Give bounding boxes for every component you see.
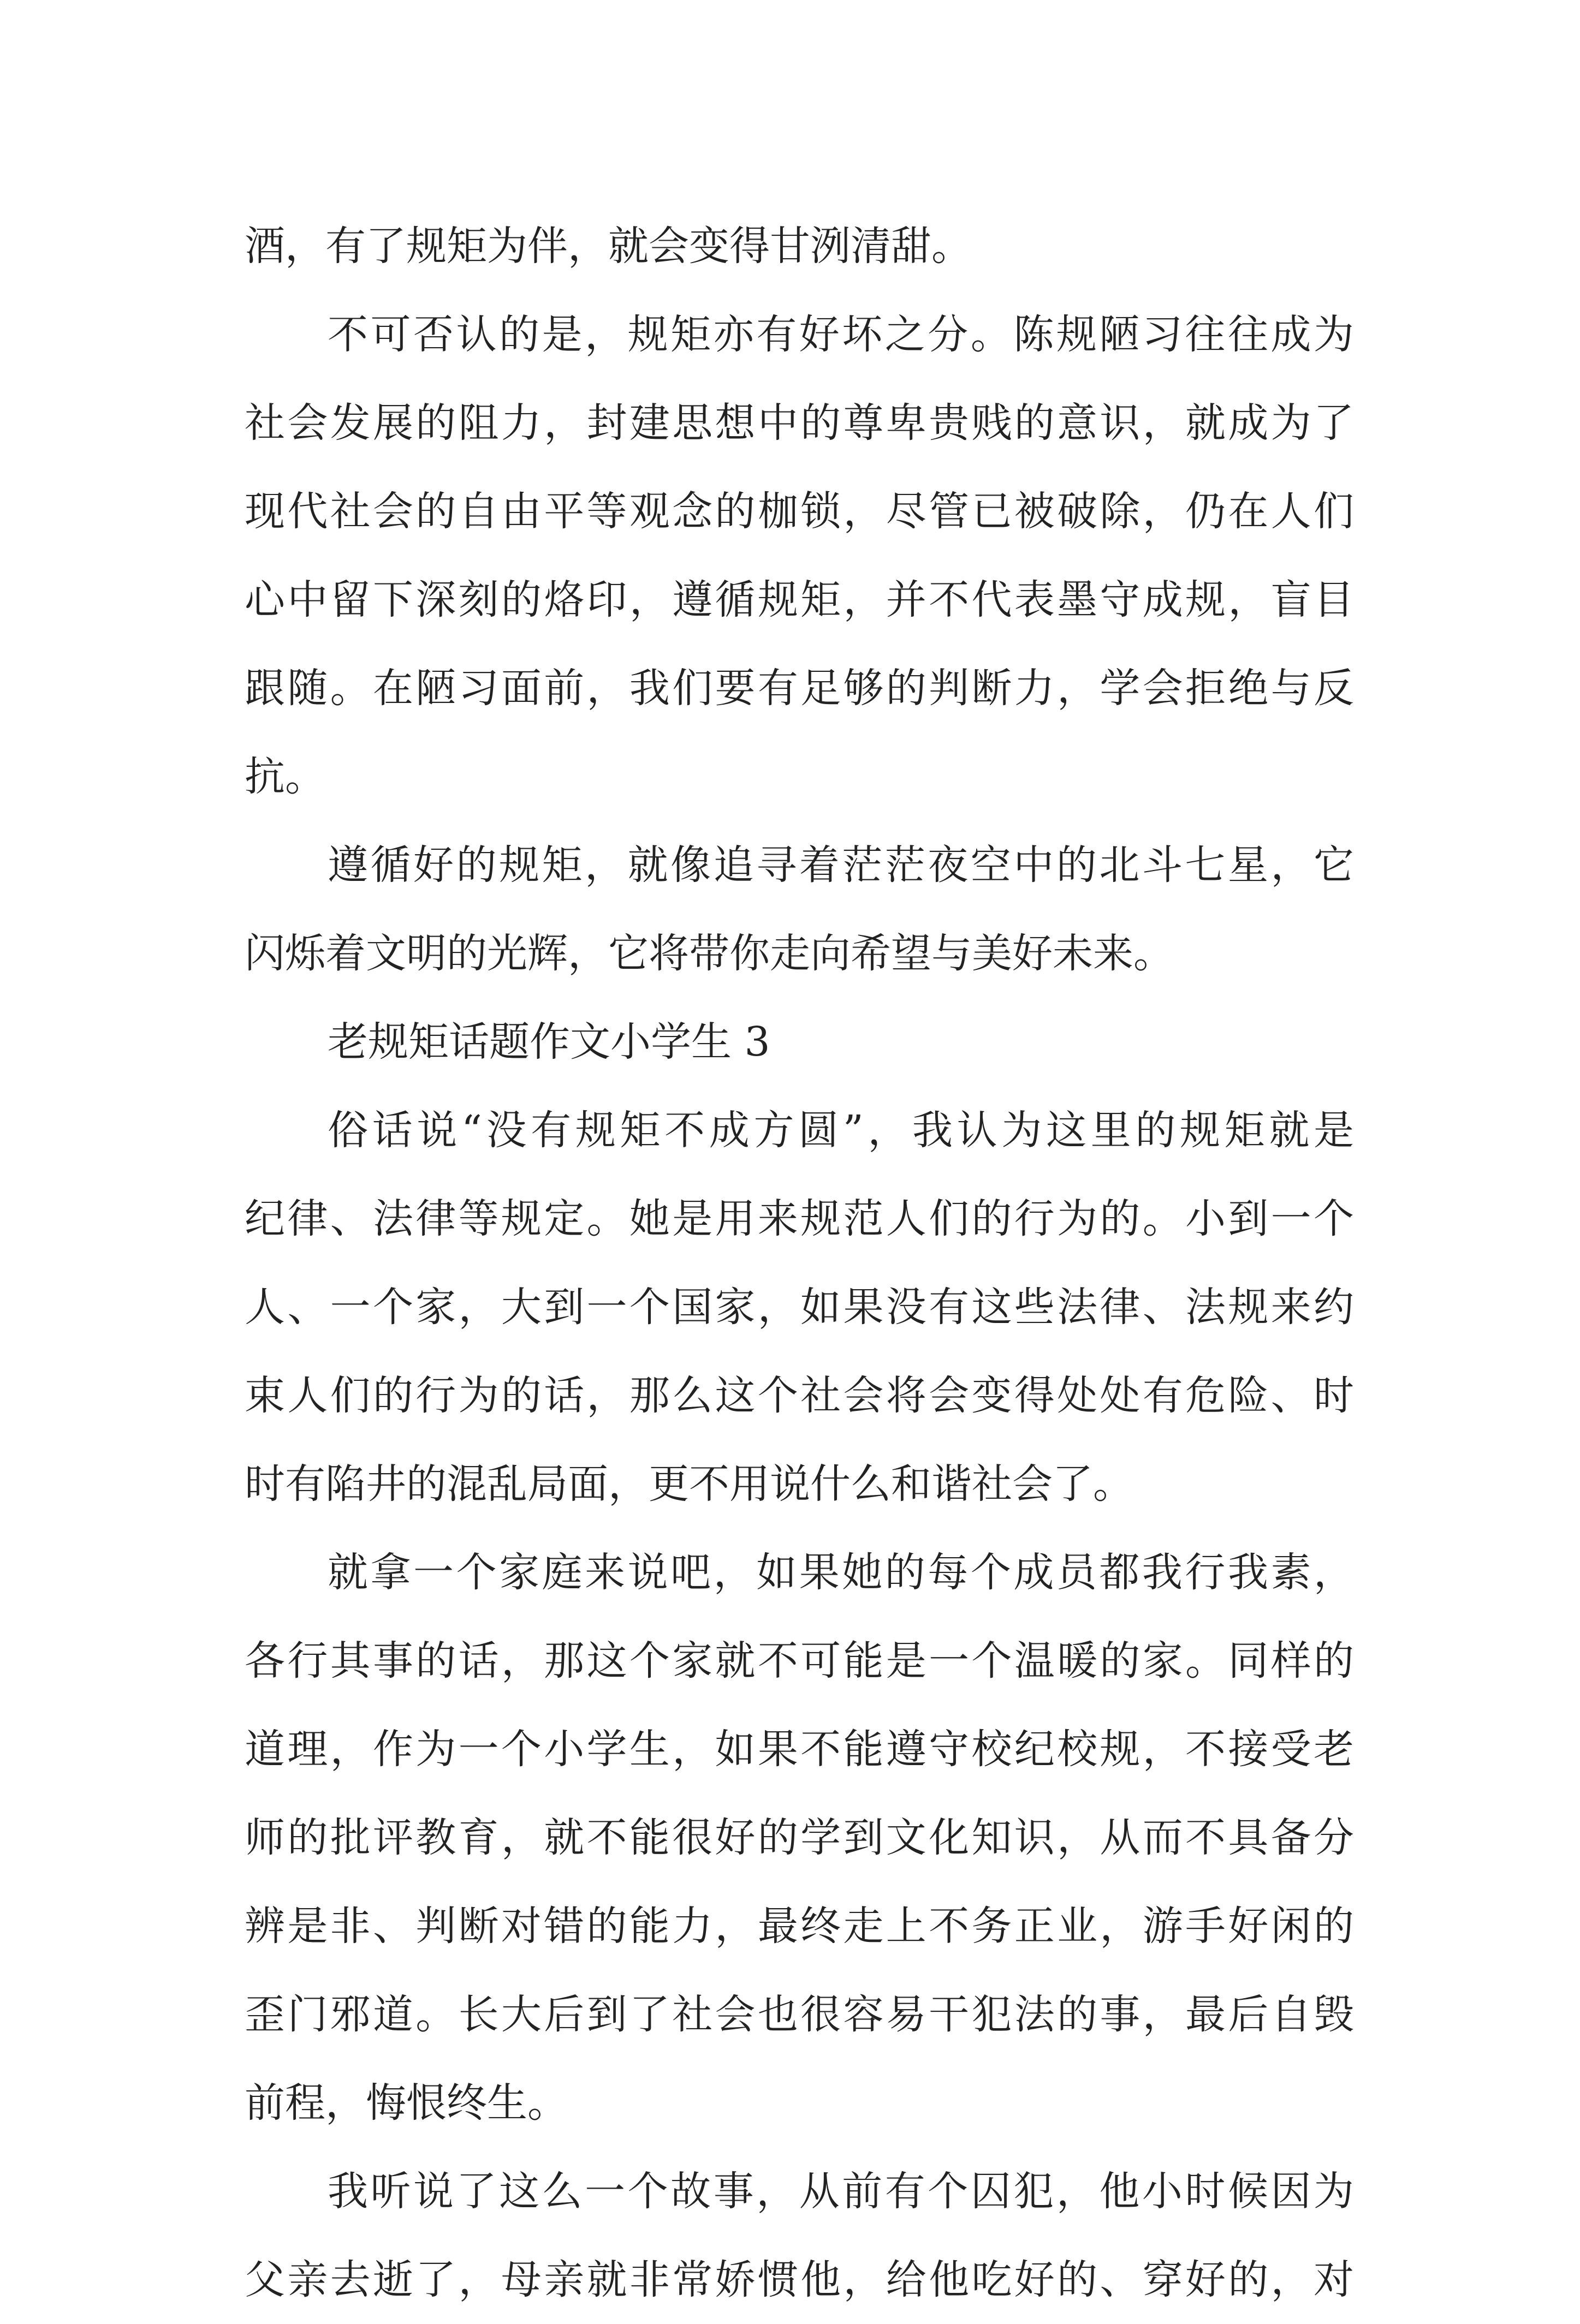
text-line: 心中留下深刻的烙印，遵循规矩，并不代表墨守成规，盲目 (245, 576, 1354, 623)
text-line: 人、一个家，大到一个国家，如果没有这些法律、法规来约 (245, 1284, 1354, 1331)
text-line: 纪律、法律等规定。她是用来规范人们的行为的。小到一个 (245, 1195, 1354, 1242)
text-line: 俗话说“没有规矩不成方圆”，我认为这里的规矩就是 (328, 1107, 1354, 1154)
text-line: 束人们的行为的话，那么这个社会将会变得处处有危险、时 (245, 1372, 1354, 1419)
paragraph (245, 202, 1354, 290)
text-line: 现代社会的自由平等观念的枷锁，尽管已被破除，仍在人们 (245, 488, 1354, 535)
document-page (245, 202, 1354, 2324)
text-line: 歪门邪道。长大后到了社会也很容易干犯法的事，最后自毁 (245, 1991, 1354, 2038)
text-line: 酒，有了规矩为伴，就会变得甘洌清甜。 (245, 223, 972, 270)
text-line: 父亲去逝了，母亲就非常娇惯他，给他吃好的、穿好的，对 (245, 2256, 1354, 2303)
paragraph (245, 290, 1354, 821)
text-line: 各行其事的话，那这个家就不可能是一个温暖的家。同样的 (245, 1637, 1354, 1684)
paragraph (245, 1086, 1354, 1528)
text-line: 道理，作为一个小学生，如果不能遵守校纪校规，不接受老 (245, 1726, 1354, 1773)
paragraph (245, 2147, 1354, 2324)
text-line: 不可否认的是，规矩亦有好坏之分。陈规陋习往往成为 (328, 311, 1354, 358)
text-line: 社会发展的阻力，封建思想中的尊卑贵贱的意识，就成为了 (245, 400, 1354, 446)
text-line: 闪烁着文明的光辉，它将带你走向希望与美好未来。 (245, 930, 1174, 977)
paragraph (245, 1528, 1354, 2147)
heading-text: 老规矩话题作文小学生 3 (328, 1018, 770, 1065)
text-line: 时有陷井的混乱局面，更不用说什么和谐社会了。 (245, 1461, 1133, 1507)
text-line: 跟随。在陋习面前，我们要有足够的判断力，学会拒绝与反 (245, 665, 1354, 712)
text-line: 前程，悔恨终生。 (245, 2079, 568, 2126)
text-line: 我听说了这么一个故事，从前有个囚犯，他小时候因为 (328, 2168, 1354, 2215)
text-line: 遵循好的规矩，就像追寻着茫茫夜空中的北斗七星，它 (328, 842, 1354, 889)
text-line: 师的批评教育，就不能很好的学到文化知识，从而不具备分 (245, 1814, 1354, 1861)
text-line: 辨是非、判断对错的能力，最终走上不务正业，游手好闲的 (245, 1903, 1354, 1950)
paragraph (245, 821, 1354, 998)
section-heading (245, 998, 1354, 1086)
text-line: 抗。 (245, 753, 325, 800)
text-line: 就拿一个家庭来说吧，如果她的每个成员都我行我素， (328, 1549, 1354, 1596)
